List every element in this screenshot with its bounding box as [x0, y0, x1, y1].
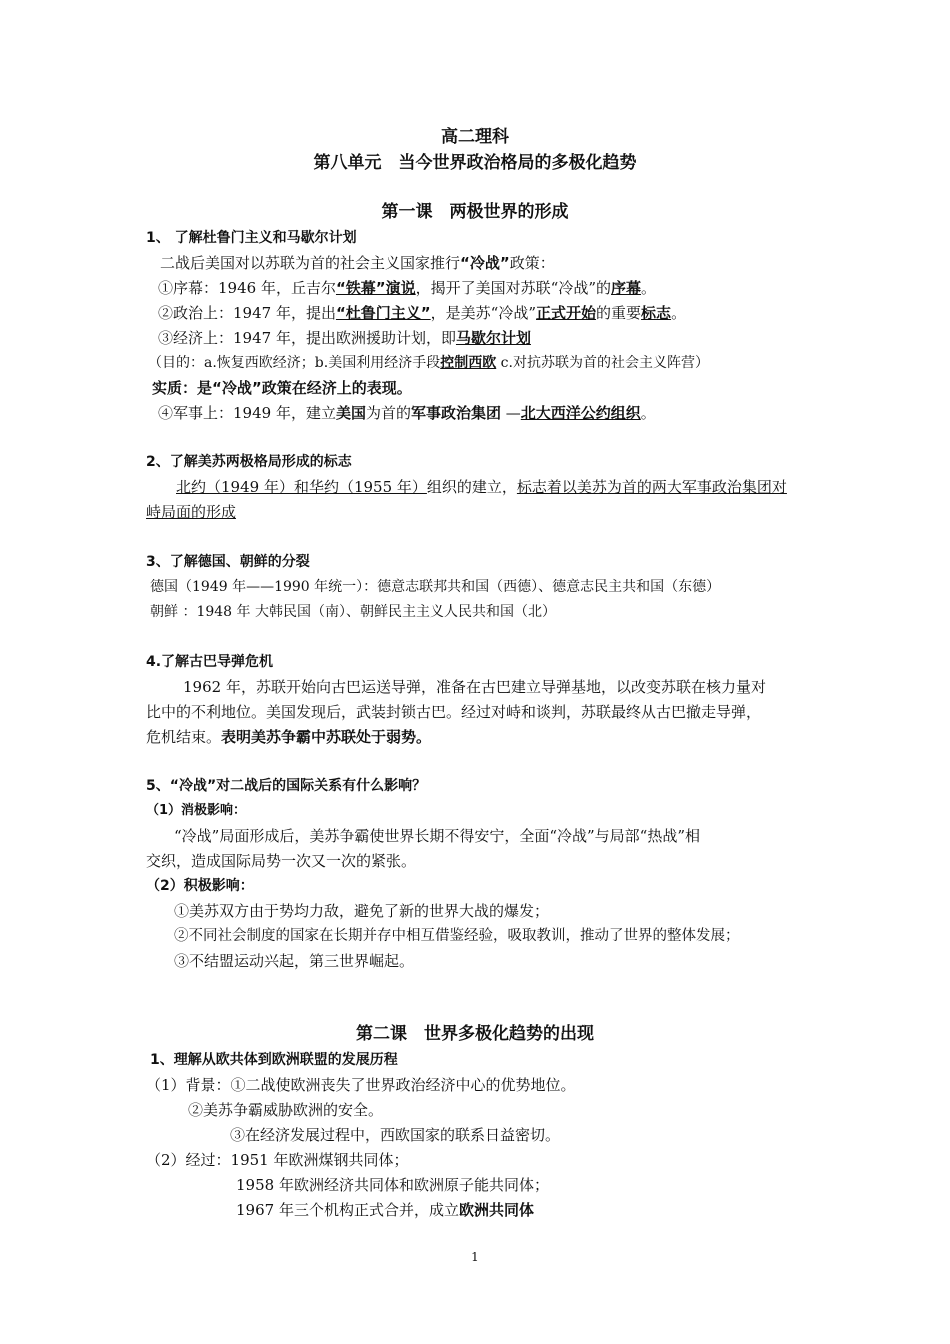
section-heading: 5、“冷战”对二战后的国际关系有什么影响？: [146, 778, 427, 794]
section-heading: 2、了解美苏两极格局形成的标志: [146, 454, 352, 470]
section-heading: 1、 了解杜鲁门主义和马歇尔计划: [146, 230, 357, 246]
list-item: ②美苏争霸威胁欧洲的安全。: [188, 1101, 384, 1119]
paragraph-line: 交织，造成国际局势一次又一次的紧张。: [146, 852, 417, 870]
list-item: ②不同社会制度的国家在长期并存中相互借鉴经验，吸取教训，推动了世界的整体发展；: [174, 928, 740, 944]
subsection-label: （1）消极影响：: [146, 803, 247, 818]
essence-line: 实质：是“冷战”政策在经济上的表现。: [152, 379, 412, 397]
paragraph-line: （1）背景：①二战使欧洲丧失了世界政治经济中心的优势地位。: [146, 1076, 576, 1094]
unit-title: 第八单元 当今世界政治格局的多极化趋势: [313, 153, 637, 173]
paragraph-line: 比中的不利地位。美国发现后，武装封锁古巴。经过对峙和谈判，苏联最终从古巴撤走导弹，: [146, 703, 762, 721]
section-heading: 3、了解德国、朝鲜的分裂: [146, 554, 310, 570]
section-heading: 1、理解从欧共体到欧洲联盟的发展历程: [150, 1052, 398, 1068]
list-item: ④军事上：1949 年，建立美国为首的军事政治集团 —北大西洋公约组织。: [158, 404, 656, 422]
paragraph-line: （2）经过：1951 年欧洲煤钢共同体；: [146, 1151, 409, 1169]
list-item: ①美苏双方由于势均力敌，避免了新的世界大战的爆发；: [174, 902, 550, 920]
paragraph-line: （目的：a.恢复西欧经济；b.美国利用经济手段控制西欧 c.对抗苏联为首的社会主义阵营）: [148, 355, 709, 371]
paragraph-line: 北约（1949 年）和华约（1955 年）组织的建立，标志着以美苏为首的两大军事政治集团对: [176, 478, 787, 496]
lesson1-title: 第一课 两极世界的形成: [381, 202, 569, 222]
subsection-label: （2）积极影响：: [146, 878, 254, 894]
page-number: 1: [471, 1250, 479, 1264]
section-heading: 4.了解古巴导弹危机: [146, 654, 274, 670]
list-item: ②政治上：1947 年，提出“杜鲁门主义”，是美苏“冷战”正式开始的重要标志。: [158, 304, 687, 322]
paragraph-line: 朝鲜 ：1948 年 大韩民国（南）、朝鲜民主主义人民共和国（北）: [150, 604, 556, 620]
list-item: ①序幕：1946 年，丘吉尔“铁幕”演说，揭开了美国对苏联“冷战”的序幕。: [158, 279, 657, 297]
paragraph-line: 德国（1949 年——1990 年统一）：德意志联邦共和国（西德）、德意志民主共和国（东德）: [150, 579, 721, 595]
doc-title: 高二理科: [441, 127, 509, 147]
lesson2-title: 第二课 世界多极化趋势的出现: [356, 1024, 594, 1044]
paragraph-line: “冷战”局面形成后，美苏争霸使世界长期不得安宁，全面“冷战”与局部“热战”相: [174, 827, 701, 845]
list-item: ③在经济发展过程中，西欧国家的联系日益密切。: [230, 1126, 561, 1144]
paragraph-line: 1958 年欧洲经济共同体和欧洲原子能共同体；: [236, 1176, 549, 1194]
paragraph-line: 1962 年，苏联开始向古巴运送导弹，准备在古巴建立导弹基地，以改变苏联在核力量对: [183, 678, 766, 696]
paragraph-line: 1967 年三个机构正式合并，成立欧洲共同体: [236, 1201, 534, 1219]
paragraph-line: 峙局面的形成: [146, 503, 237, 521]
list-item: ③经济上：1947 年，提出欧洲援助计划，即马歇尔计划: [158, 329, 531, 347]
paragraph-line: 危机结束。表明美苏争霸中苏联处于弱势。: [146, 728, 432, 746]
paragraph-line: 二战后美国对以苏联为首的社会主义国家推行“冷战”政策：: [160, 254, 555, 272]
list-item: ③不结盟运动兴起，第三世界崛起。: [174, 952, 415, 970]
